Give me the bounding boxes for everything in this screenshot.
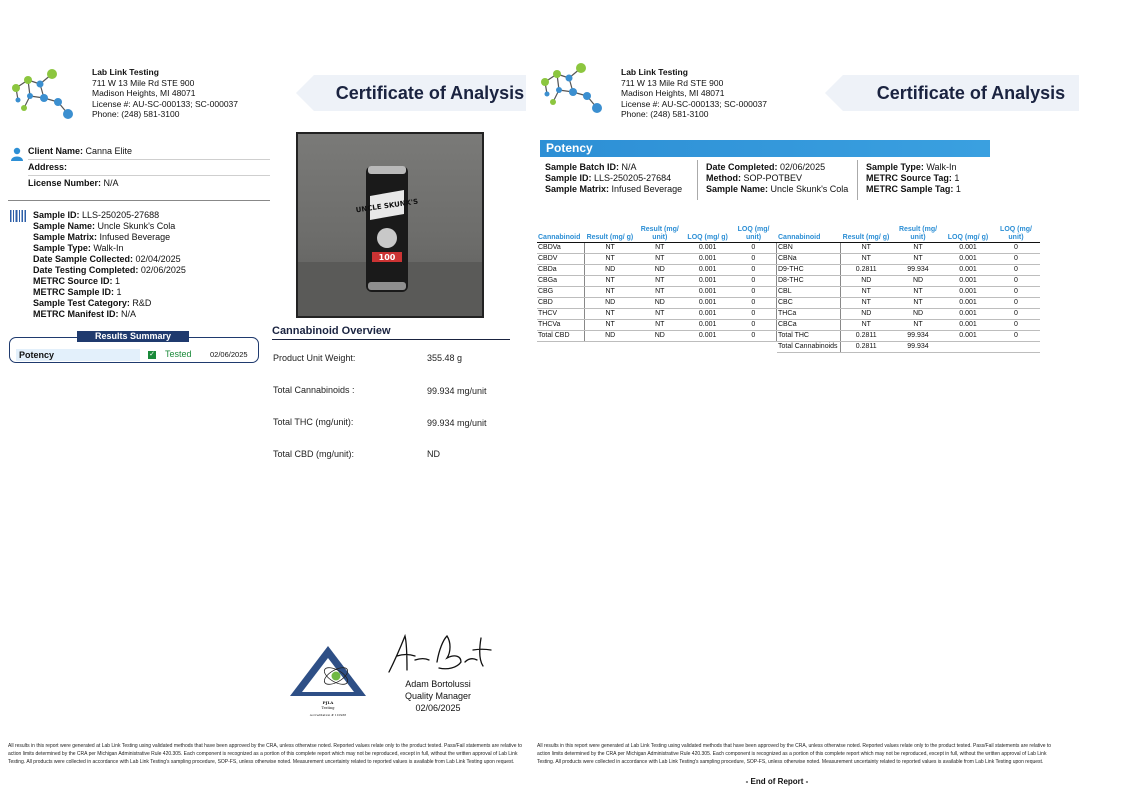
table-cell: ND [840, 309, 892, 320]
sample-info-row [33, 287, 273, 298]
sample-info-row [33, 298, 273, 309]
table-cell: 0.001 [685, 331, 731, 342]
cannabinoid-name: Total Cannabinoids [777, 342, 840, 353]
table-cell: NT [635, 309, 685, 320]
table-cell: NT [892, 320, 944, 331]
lab-address-2: Madison Heights, MI 48071 [621, 88, 725, 98]
seal-org: PJLA [322, 700, 334, 705]
manifest-id-value: N/A [121, 309, 137, 319]
source-tag-value: 1 [954, 173, 960, 183]
table-cell: 0 [731, 298, 777, 309]
date-completed-value: 02/06/2025 [140, 265, 186, 275]
table-row [537, 309, 777, 320]
client-license-value: N/A [103, 178, 119, 188]
table-row [777, 331, 1040, 342]
method-value: SOP-POTBEV [743, 173, 803, 183]
overview-value: 355.48 g [427, 353, 463, 363]
table-cell: NT [892, 298, 944, 309]
potency-table-left [537, 225, 777, 342]
potency-info-row [866, 173, 996, 184]
table-cell: 0 [731, 287, 777, 298]
table-cell: 0.2811 [840, 265, 892, 276]
sample-matrix-label: Sample Matrix: [33, 232, 98, 242]
potency-sample-name-value: Uncle Skunk's Cola [770, 184, 849, 194]
metrc-source-value: 1 [115, 276, 121, 286]
table-cell: NT [585, 309, 635, 320]
sample-name-label: Sample Name: [33, 221, 96, 231]
table-cell: 0 [992, 298, 1040, 309]
table-cell: ND [635, 265, 685, 276]
potency-info-row [706, 184, 861, 195]
table-row [537, 265, 777, 276]
table-row [537, 254, 777, 265]
potency-sample-name-label: Sample Name: [706, 184, 769, 194]
can-brand-text: UNCLE SKUNK'S [355, 197, 419, 215]
table-row [777, 254, 1040, 265]
sample-tag-value: 1 [955, 184, 961, 194]
table-cell: 0.001 [685, 243, 731, 254]
overview-value: 99.934 mg/unit [427, 386, 487, 396]
signature-icon [385, 630, 495, 678]
table-cell: 0 [731, 243, 777, 254]
table-row [777, 298, 1040, 309]
potency-info-row [706, 173, 861, 184]
disclaimer-text: All results in this report were generated at Lab Link Testing using validated methods that have been approved by the CRA, unless otherwise noted. Reported values relate only to the product tested. Pass/Fail statements are relative to action limits determined by the CRA per Michigan Administrative Rule 420.305. Each component is recognized as a portion of this complete report which may not be reproduced, except in full, without the written approval of Lab Link Testing. All products were collected in accordance with Lab Link Testing's sampling procedure, SOP-FS, unless otherwise noted. Measurement uncertainty related to reported values is available from Lab Link Testing upon request. [8, 743, 523, 765]
table-cell: NT [635, 243, 685, 254]
summary-status: Tested [165, 349, 192, 359]
table-cell: NT [840, 287, 892, 298]
sample-matrix-value: Infused Beverage [99, 232, 171, 242]
lab-address-2: Madison Heights, MI 48071 [92, 88, 196, 98]
table-cell: NT [635, 320, 685, 331]
lab-name: Lab Link Testing [621, 67, 688, 77]
potency-sample-id-value: LLS-250205-27684 [594, 173, 672, 183]
table-cell: 0 [992, 320, 1040, 331]
lab-phone: Phone: (248) 581-3100 [92, 109, 180, 119]
overview-label: Total CBD (mg/unit): [273, 449, 355, 459]
table-cell: NT [635, 254, 685, 265]
table-cell: 0 [731, 320, 777, 331]
date-completed-label: Date Testing Completed: [33, 265, 139, 275]
table-cell: NT [892, 254, 944, 265]
cannabinoid-name: CBN [777, 243, 840, 254]
table-row [777, 309, 1040, 320]
sample-info-row [33, 276, 273, 287]
overview-title: Cannabinoid Overview [272, 325, 510, 340]
summary-date: 02/06/2025 [210, 350, 248, 359]
sample-info-row [33, 254, 273, 265]
sample-info-row [33, 232, 273, 243]
table-cell: 0.001 [944, 298, 992, 309]
sample-tag-label: METRC Sample Tag: [866, 184, 954, 194]
client-name-value: Canna Elite [85, 146, 133, 156]
table-cell: 0 [992, 276, 1040, 287]
potency-section-header: Potency [540, 140, 990, 157]
cannabinoid-name: D8-THC [777, 276, 840, 287]
cannabinoid-name: Total THC [777, 331, 840, 342]
can-image-icon [298, 134, 482, 316]
potency-table-right [777, 225, 1040, 353]
info-divider [857, 160, 858, 200]
table-cell: 0.001 [944, 265, 992, 276]
method-label: Method: [706, 173, 741, 183]
table-cell: 0.2811 [840, 331, 892, 342]
potency-type-value: Walk-In [926, 162, 957, 172]
potency-info-col-3 [866, 162, 996, 195]
seal-sub: Testing [321, 706, 335, 710]
potency-info-col-1 [545, 162, 700, 195]
manifest-id-label: METRC Manifest ID: [33, 309, 119, 319]
test-category-label: Sample Test Category: [33, 298, 130, 308]
sample-info-row [33, 243, 273, 254]
metrc-sample-label: METRC Sample ID: [33, 287, 115, 297]
table-cell: NT [585, 243, 635, 254]
column-header: LOQ (mg/ g) [944, 225, 992, 243]
table-row [537, 320, 777, 331]
table-row [537, 287, 777, 298]
summary-potency-label[interactable]: Potency [16, 349, 140, 361]
table-cell: 0.001 [944, 320, 992, 331]
table-cell: 0 [731, 265, 777, 276]
test-category-value: R&D [132, 298, 152, 308]
overview-label: Product Unit Weight: [273, 353, 356, 363]
cannabinoid-name: CBNa [777, 254, 840, 265]
table-cell: NT [892, 243, 944, 254]
table-cell: 0.001 [685, 309, 731, 320]
table-cell: 99.934 [892, 331, 944, 342]
table-cell: 0 [731, 331, 777, 342]
table-row [537, 276, 777, 287]
client-divider [8, 200, 270, 201]
table-cell: 0 [731, 309, 777, 320]
table-cell: ND [840, 276, 892, 287]
date-collected-value: 02/04/2025 [135, 254, 181, 264]
column-header: Result (mg/ g) [840, 225, 892, 243]
potency-info-row [866, 184, 996, 195]
cannabinoid-name: CBGa [537, 276, 585, 287]
table-row [537, 331, 777, 342]
table-cell: NT [840, 254, 892, 265]
signer-block [388, 678, 488, 714]
column-header: LOQ (mg/ unit) [731, 225, 777, 243]
cannabinoid-name: THCV [537, 309, 585, 320]
overview-label: Total THC (mg/unit): [273, 417, 354, 427]
lab-address-1: 711 W 13 Mile Rd STE 900 [621, 77, 724, 88]
potency-info-row [866, 162, 996, 173]
signer-name: Adam Bortolussi [405, 679, 471, 689]
table-row [777, 243, 1040, 254]
sample-info-row [33, 265, 273, 276]
table-row [537, 298, 777, 309]
potency-type-label: Sample Type: [866, 162, 924, 172]
sample-id-value: LLS-250205-27688 [82, 210, 160, 220]
table-cell: 0.001 [685, 320, 731, 331]
product-photo [296, 132, 484, 318]
table-cell [944, 342, 992, 353]
potency-date-value: 02/06/2025 [780, 162, 826, 172]
sample-id-label: Sample ID: [33, 210, 80, 220]
lab-phone: Phone: (248) 581-3100 [621, 109, 709, 119]
page-title: Certificate of Analysis [335, 82, 525, 103]
lab-logo-icon [537, 60, 609, 116]
cannabinoid-name: CBL [777, 287, 840, 298]
table-row [777, 276, 1040, 287]
user-icon [11, 147, 23, 161]
client-address-row [28, 160, 270, 176]
results-summary-title: Results Summary [77, 331, 189, 342]
potency-info-row [545, 184, 700, 195]
potency-sample-id-label: Sample ID: [545, 173, 592, 183]
table-cell: 0 [992, 243, 1040, 254]
potency-matrix-label: Sample Matrix: [545, 184, 610, 194]
overview-value: ND [427, 449, 440, 459]
potency-matrix-value: Infused Beverage [611, 184, 683, 194]
sample-info-row [33, 210, 273, 221]
sample-info-block [33, 210, 273, 320]
column-header: Result (mg/ unit) [892, 225, 944, 243]
table-cell: ND [892, 309, 944, 320]
batch-id-value: N/A [621, 162, 637, 172]
sample-info-row [33, 309, 273, 320]
sample-info-row [33, 221, 273, 232]
table-cell: 0 [992, 265, 1040, 276]
client-license-label: License Number: [28, 178, 102, 188]
table-cell: 99.934 [892, 265, 944, 276]
cannabinoid-name: Total CBD [537, 331, 585, 342]
overview-label: Total Cannabinoids : [273, 385, 355, 395]
table-cell: 0.001 [944, 287, 992, 298]
client-block [28, 144, 270, 191]
table-cell: 0.001 [944, 254, 992, 265]
table-cell: NT [585, 320, 635, 331]
table-cell: 0 [731, 276, 777, 287]
table-cell: 0.001 [685, 265, 731, 276]
table-cell: 0.001 [944, 309, 992, 320]
potency-info-row [545, 173, 700, 184]
sample-type-label: Sample Type: [33, 243, 91, 253]
table-cell: 0.001 [685, 287, 731, 298]
coa-banner [843, 75, 1079, 111]
cannabinoid-name: CBD [537, 298, 585, 309]
table-cell: 0 [992, 331, 1040, 342]
table-cell: ND [585, 265, 635, 276]
table-cell: NT [635, 287, 685, 298]
potency-date-label: Date Completed: [706, 162, 778, 172]
source-tag-label: METRC Source Tag: [866, 173, 952, 183]
column-header: Result (mg/ g) [585, 225, 635, 243]
potency-info-row [706, 162, 861, 173]
sample-name-value: Uncle Skunk's Cola [97, 221, 176, 231]
table-row [777, 265, 1040, 276]
pjla-seal-icon [288, 644, 368, 720]
table-cell: 0.001 [685, 254, 731, 265]
cannabinoid-name: CBCa [777, 320, 840, 331]
table-cell: NT [892, 287, 944, 298]
potency-info-col-2 [706, 162, 861, 195]
table-cell: 0 [992, 309, 1040, 320]
lab-logo-icon [8, 66, 80, 122]
table-row [777, 320, 1040, 331]
table-row [537, 243, 777, 254]
cannabinoid-name: CBDa [537, 265, 585, 276]
column-header: Cannabinoid [777, 225, 840, 243]
table-cell: 0.001 [944, 243, 992, 254]
lab-name: Lab Link Testing [92, 67, 159, 77]
lab-address-block [621, 67, 811, 120]
table-cell [992, 342, 1040, 353]
table-cell: ND [635, 331, 685, 342]
table-cell: ND [585, 331, 635, 342]
cannabinoid-name: THCa [777, 309, 840, 320]
checkbox-checked-icon: ✓ [149, 351, 155, 358]
table-cell: 0 [992, 254, 1040, 265]
metrc-sample-value: 1 [116, 287, 122, 297]
table-row [777, 287, 1040, 298]
cannabinoid-name: THCVa [537, 320, 585, 331]
signer-role: Quality Manager [404, 691, 472, 701]
table-row [777, 342, 1040, 353]
table-cell: NT [840, 298, 892, 309]
lab-license: License #: AU-SC-000133; SC-000037 [621, 98, 768, 109]
table-cell: 0 [731, 254, 777, 265]
column-header: Result (mg/ unit) [635, 225, 685, 243]
table-cell: 0.001 [944, 331, 992, 342]
column-header: LOQ (mg/ unit) [992, 225, 1040, 243]
lab-license: License #: AU-SC-000133; SC-000037 [92, 98, 239, 109]
table-cell: NT [585, 287, 635, 298]
table-cell: NT [585, 276, 635, 287]
table-cell: 0.001 [685, 298, 731, 309]
potency-info-row [545, 162, 700, 173]
table-cell: NT [840, 320, 892, 331]
table-cell: 0.2811 [840, 342, 892, 353]
cannabinoid-name: CBDVa [537, 243, 585, 254]
metrc-source-label: METRC Source ID: [33, 276, 113, 286]
table-cell: ND [585, 298, 635, 309]
table-cell: 0.001 [944, 276, 992, 287]
batch-id-label: Sample Batch ID: [545, 162, 620, 172]
lab-address-block [92, 67, 282, 120]
column-header: Cannabinoid [537, 225, 585, 243]
seal-number: Accreditation # 110938 [309, 713, 347, 717]
cannabinoid-name: CBG [537, 287, 585, 298]
table-cell: 0 [992, 287, 1040, 298]
client-name-row [28, 144, 270, 160]
cannabinoid-name: CBDV [537, 254, 585, 265]
sample-type-value: Walk-In [93, 243, 124, 253]
lab-address-1: 711 W 13 Mile Rd STE 900 [92, 77, 195, 88]
table-cell: NT [840, 243, 892, 254]
can-dose-text: 100 [378, 253, 396, 262]
client-license-row [28, 176, 270, 191]
table-cell: 99.934 [892, 342, 944, 353]
coa-banner [314, 75, 526, 111]
signer-date: 02/06/2025 [415, 703, 461, 713]
column-header: LOQ (mg/ g) [685, 225, 731, 243]
table-cell: ND [635, 298, 685, 309]
page-title: Certificate of Analysis [876, 82, 1066, 103]
table-cell: NT [585, 254, 635, 265]
client-name-label: Client Name: [28, 146, 84, 156]
table-cell: NT [635, 276, 685, 287]
table-cell: 0.001 [685, 276, 731, 287]
cannabinoid-name: D9-THC [777, 265, 840, 276]
info-divider [697, 160, 698, 200]
disclaimer-text: All results in this report were generated at Lab Link Testing using validated methods that have been approved by the CRA, unless otherwise noted. Reported values relate only to the product tested. Pass/Fail statements are relative to action limits determined by the CRA per Michigan Administrative Rule 420.305. Each component is recognized as a portion of this complete report which may not be reproduced, except in full, without the written approval of Lab Link Testing. All products were collected in accordance with Lab Link Testing's sampling procedure, SOP-FS, unless otherwise noted. Measurement uncertainty related to reported values is available from Lab Link Testing upon request. [537, 743, 1052, 765]
client-address-label: Address: [28, 162, 68, 172]
cannabinoid-name: CBC [777, 298, 840, 309]
barcode-icon [10, 210, 26, 222]
table-cell: ND [892, 276, 944, 287]
date-collected-label: Date Sample Collected: [33, 254, 134, 264]
end-of-report: - End of Report - [745, 777, 809, 786]
overview-value: 99.934 mg/unit [427, 418, 487, 428]
